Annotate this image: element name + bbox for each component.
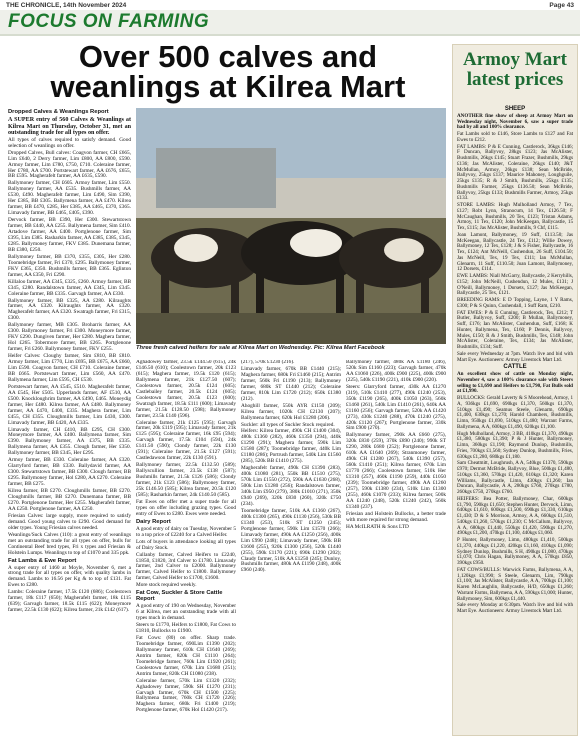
photo-caption: Three fresh calved heifers for sale at Kilrea Mart on Wednesday. Pic: Kilrea Mart Facebook xyxy=(136,345,385,351)
paragraph: Portstewart farmer, AA £545, £510. Magherafelt farmer, AA £545, Her £505. Upperlands farmer, AF £510, AA £500. Knockloughrim farmer, AA £490, £465. Moneydig farmer, Her £480. Kilrea farmer, AA £480. Ballymoney farmer, AA £470, £400, £335. Maghera farmer, Lim £455, CH £355. Cloughmills farmer, Lim £430, £300. Limavady farmer, BB £420, AA £335. xyxy=(8,383,131,426)
paragraph: Fat Ewes on offer met a super trade for all types on offer including grazing types. Good entry of Ewes to £280. Ewes were needed. xyxy=(136,498,236,517)
paragraph: Killaloo farmer, AA £345, £325, £260. Armoy farmer, BB £345, £280. Randalstown farmer, AA £345, Lim £345. Coleraine farmer, BB £335. Garvagh farmer, AA £330. xyxy=(8,278,131,297)
paragraph: Sam Cheatmitt, Loughrush, A A, 540kgs £1370, 590kgs £970; Dermot McBride, Ballyvoy, Blue, 500kgs £1,480, 510kgs £1,360, 570kgs £1,420, 610kgs £1,320; Karen Williams, Ballycastle, Limn, 430kgs £1,260; Ian Duncan, Ballycastle, A A, 280kgs £760, 270kgs £780, 260kgs £750, 270kgs £760. xyxy=(457,460,573,495)
article-column-4 xyxy=(346,360,446,734)
paragraph: An excellent show of cattle on Monday night, November 4, saw a 100% clearance sale with Steers selling to £1,690 and Heifers to £1,790, Fat Bulls sold at £1,990. xyxy=(457,371,573,395)
paragraph: Cullanby farmer, Calved Heifers to £2240, £1850, £1820, 3rd Calver to £1780. Limavady farmer, 2nd Calver to £2000. Ballymoney farmer, Calved Heifer to £1800. Ballymoney farmer, Calved Heifer to £1700, £1600. xyxy=(136,551,236,582)
paragraph: Ballymoney farmer, BB £325, AA £280. Kilraughts farmer, AA £320. Kilraughts farmer, AA £320. Magherafelt farmer, AA £320. Swatragh farmer, Fri £315, £300. xyxy=(8,297,131,322)
paragraph: Ahoghill farmer, 550k AYR £1150 (209); Kilrea farmer, 1020k CH £2130 (207); Ballymena farmer, 620k Hol £1280 (206). xyxy=(241,402,341,421)
armoy-mart-sidebar xyxy=(452,44,578,736)
paragraph: Coleraine farmer, 21k £125 (595); Garvagh farmer, 20k £119 (595); Limavady farmer, 21k £125 (595); Coleraine farmer, 16k £95 (594); Garvagh farmer, 17.5k £104 (594), 24k £141.50 (590); Clondy farmer, 22k £130 (591); Coleraine farmer, 21.5k £127 (591); Castledawson farmer, 22k £130 (591). xyxy=(136,419,236,462)
paragraph: ANOTHER fine show of sheep at Armoy Mart on Wednesday night, November 6, saw a super trade had by all and 100% clearance. xyxy=(457,112,573,131)
paragraph: A super entry of 1460 at Moyle, November 6, met a strong trade for all types on offer, with quality lambs in demand. Lambs to 16.56 per Kg & to top of £131. Fat Ewes to £280. xyxy=(8,564,131,589)
sidebar-title: Armoy Mart latest prices xyxy=(463,49,567,90)
newspaper-dateline: THE CHRONICLE, 14th November 2024 xyxy=(6,2,127,9)
article-column-2 xyxy=(136,360,236,734)
photo-image xyxy=(136,108,446,344)
page-number: Page 43 xyxy=(549,2,574,9)
paragraph: Dropped Calves, Bull calves: Coagvon farmer, CH £665, Lim £640, 2 Derry farmer, Lim £800, AA £800, £590. Armoy farmer, Lim £780, £750, £710. Coleraine farmer, Her £780, AA £700. Portstewart farmer, AA £676, £655, BB £595. Magherafelt farmer, AA £635, £590. xyxy=(8,149,131,180)
sidebar-section-heading: CATTLE xyxy=(503,364,527,371)
paragraph: Lots of buyers in attendance looking all types of Dairy Stock. xyxy=(136,538,236,551)
paragraph: Ballymoney farmer, MB £305. Broharris farmer, AA £300. Ballymoney farmer, Fri £300. Moneymore farmer, FKV £290. Dungiven farmer, Her £280. Maghera farmer, Hol £265. Tobermore farmer, BB £265. Portglenone farmer, Fri £260. Ballymoney farmer, FKV £255. xyxy=(8,322,131,353)
paragraph: P Hunter, Ballymoney, Limn, 480kgs £1,410, 500kgs £1,370, 440kgs £1,220, 420kgs £1,160, 410kgs £1,090; Sydney Dunlop, Bushmills, S H, 490kgs £1,080, 470kgs £1,070; Chris Hagan, Ballymoney, A A, 570kgs £850, 390kgs £950. xyxy=(457,537,573,566)
paragraph: Ballymoney farmer, BB £370, £355, £305, Her £280. Toomebridge farmer, Fri £370, £295. Ballymoney farmer, FKV £365, £350. Bushmills farmer, BB £365. Eglinton farmer, AA £350, Fri £290. xyxy=(8,253,131,278)
paragraph: Magherafelt farmer, 490k CH £1390 (283), 400k £1080 (281), 550k BB £1510 (275), 570k Lim £1550 (272), 590k AA £1630 (268), 500k Lim £1280 (256); Randalstown farmer, 340k Lim £950 (279), 380k £1010 (271), 350k £940 (269), 320k £830 (260), 320k £750 (234). xyxy=(241,465,341,507)
report-subheading: Dropped Calves & Weanlings Report xyxy=(8,109,109,115)
article-column-1 xyxy=(8,108,131,734)
section-title: FOCUS ON FARMING xyxy=(8,11,210,32)
paragraph: Suckler: all types of Suckler Stock required. xyxy=(241,421,335,428)
paragraph: A good entry of dairy on Tuesday, November 5 to a top price of £2240 for a Calved Heifer. xyxy=(136,525,236,538)
paragraph: HEIFERS: Bea Potter, Ballymoney, Char, 600kgs £1,790, 590kgs £1,650; Stephen Hunter, Dervock, Limn, 640kgs £1,610, 600kgs £1,500, 690kgs £1,330, 610kgs £1,430; D & S Morrison, Armoy, A A, 660kgs £1,510, 540kgs £1,260, 570kgs £1,230; C McCallum, Ballyvoy, A A, 680kgs £1,440, 550kgs £1,420, 590kgs £1,270, 490kgs £1,200, 470kgs £1,100, 440kgs £1,060. xyxy=(457,495,573,537)
paragraph: Steers to £1770, Heifers to £1800, Fat Cows to £1810, Bullocks to £1900. xyxy=(136,622,236,634)
paragraph: FAT LAMBS: P & E Cunning, Castlerock, 36kgs £146; F Duncan, Ballyvoy, 28kgs £123; Jas McAlister, Bushmills, 26kgs £145; Stuart Frazer, Bushmills, 29kgs £136; Jas McAlister, Coleraine, 26kgs £140; J&T McMullan, Armoy, 26kgs £138; Sean McBride, Ballyvoy, 25kgs £137; Maurice Mahoney, Loughguile, 25kgs £135; R & J Smith, Bushmills, 25kgs £135; Bushmills Farmer, 25kgs £136.50; Sean McBride, Ballyvoy, 25kgs £133; Bushmills Farmer, Armoy, 25kgs £133. xyxy=(457,143,573,202)
paragraph: Heifer Calves: Cloughy farmer, Sim £810, BB £810. Armoy farmer, Lim £770, Lim £695, BB £675, AA £660, Lim £590. Coagvon farmer, CH £710. Coleraine farmer, BB £665. Portstewart farmer, Lim £560, AA £470. Ballymena farmer, Lim £595, CH £530. xyxy=(8,353,131,383)
paragraph: Joan Lamont, Ballymoney, 19 Suff, £113.50; Jas McKeegan, Ballycastle, 24 Tex, £112; Willie Dowey, Ballymoney, 12 Tex, £128; J & S Fisher, Ballycastle, 16 Tex, £124; Ant McNeill, Cushendun, 26 Suff, £104.50; Jas McNeill, Tex, 19 Tex, £111; Ian McMullan, Glenarm, 11 Suff, £110.50; Joan Lamont, Ballymoney, 12 Dorsets, £114. xyxy=(457,231,573,273)
paragraph: Armoy farmer, BB £330. Coleraine farmer, AA £320. Glarryford farmer, BB £330. Ballydavid farmer, AA £300. Stewartstown farmer, BB £300. Clough farmer, BB £295. Ballymoney farmer, Hol £280, AA £270. Coleraine farmer, BB £275. xyxy=(8,457,131,488)
article-column-3 xyxy=(241,360,341,734)
paragraph: Sale every Monday at 6:30pm. Watch live and bid with Mart Eye. Auctioneers: Armoy Livestock Mart Ltd. xyxy=(457,602,573,614)
paragraph: Aghadowey farmer, 23.5k £144.50 (615), 24k £146.50 (610); Coolestown farmer, 20k £123 (615); Maghera farmer, 19.5k £120 (615); Ballymena farmer, 21k £127.50 (607); Coolestown farmer, 20.5k £124 (605); Castlebailey farmer, 20.5k £124 (605); Coolestown farmer, 20.5k £123 (600); Swatragh farmer, 18.5k £111 (600); Limavady farmer, 21.5k £128.50 (598); Ballymoney farmer, 23.5k £140 (596). xyxy=(136,360,236,419)
paragraph: All types of calves required to satisfy demand. Good selection of weanlings on offer. xyxy=(8,136,131,149)
paragraph: A good entry of 190 on Wednesday, November 6 at Kilrea, met an outstanding trade with all types much in demand. xyxy=(136,603,236,622)
paragraph: Dervock farmer, BB £390, Her £300. Stewartstown farmer, BB £440, AA £255. Ballymena farmer, Sim £410. Artadove farmer, AA £400. Portglenone farmer, Sim £395, Lim £385. Rasharkin farmer, AA £385, £385, £345, £285. Ballymoney farmer, FKV £385. Dunemana farmer, BB £380, £250. xyxy=(8,217,131,253)
byline: HA McILRATH & Sons LTD xyxy=(346,523,409,530)
paragraph: BULLOCKS: Gerald Laverty & S Moorehead, Armoy, 1 A, 936kgs £1,690, 690kgs £1,370, 560kgs £1,370, 510kgs £1,490; Seamus Steele, Glenarm, 690kgs £1,400, 630kgs £1,270; Harold Chambers, Bushmills, Limn, 950kgs £1,690, 510kgs £1,480; Warrant Farms, Ballymena, A A, 600kgs £1,490, 620kgs £1,100. xyxy=(457,395,573,430)
report-subheading: Fat Cow, Suckler & Store Cattle Report xyxy=(136,590,223,603)
paragraph: Ballymoney farmer, 22.5k £132.50 (589); Ballyscullion farmer, 23.5k £138 (587); Bushmills farmer, 21.5k £126 (586); Clondy farmer, 21k £123 (586); Ballymoney farmer, 25k £146.50 (585); Kilrea farmer, 20.5k £120 (585); Rasharkin farmer, 24k £140.50 (585). xyxy=(136,462,236,498)
paragraph: FAT EWES: P & E Cunning, Castlerock, Tex, £212; T Butler, Ballyvoy, Suff, £200; B Mullan, Ballymoney, Suff, £176; Ian McAlister, Cushendun, Suff, £168; K Hunter, Ballymena, Tex, £160; P Dennis, Ballyvoy, Mules, £150; R & J Smith, Bushmills, Tex, £148; John McAlister, Coleraine, Tex, £134; Jas McAlister, Bushmills, £134; Suff. xyxy=(457,309,573,350)
paragraph: Weanlings/Suck Calves (110): a great entry of weanlings met an outstanding trade for all types on offer, bulls for Continental Beef bred types, Fri x types and Friesian & Holstein Lumps. Weanlings to top of £1070 and 335 ppk. xyxy=(8,531,131,556)
paragraph: Hugh Mulholland, Armoy, 3 BB, 410kgs £1,370, 490kgs £1,380, 580kgs £1,390; P & J Hunter, Ballymoney, Limn, 360kgs £1,190; Raymond Dunlop, Bushmills, Fries, 700kgs £1,560; Sydney Dunlop, Bushmills, Fries, 630kgs £1,280, 680kgs £1,180. xyxy=(457,430,573,460)
paragraph: Fat Cows: (80) on offer. Sharp trade. Toomebridge farmer, 690Lim £1390 (202); Ballymoney farmer, 610k CH £1640 (269); Antrim farmer, 820k CH £1110 (264); Toomebridge farmer, 760k Lim £1920 (261); Coolestown farmer, 670k Lim £1680 (251); Antrim farmer, 820k CH £1080 (238). xyxy=(136,634,236,677)
paragraph: Fat Lambs sold to £146, Store Lambs to £127 and Fat Ewes to £212. xyxy=(457,131,573,143)
paragraph: FAT COWS/BULLS: Warwick Farms, Ballymena, A A, 1,120kgs £1,990; S Steele, Glenarm, Lim, 790kgs £1,100; Jas McAlister, Ballycastle, A A, 700kgs £1,100; Karen McLaughlin, Ballycastle, H/D, 650kgs £1,260; Warrant Farms, Ballymena, A A, 590kgs £1,000; Hunter, Ballymoney, Sim, 600kgs £1,440. xyxy=(457,566,573,602)
paragraph: Steers: Glarryford farmer, 430k AA £1270 (319), 510k £1410 (277), 490k £1240 (253), 350k £1190 (265), 400k £1050 (263), 560k £1460 (261), 540k Lim £1410 (261), 640k AA £1160 (256); Garvagh farmer, 520k AA £1420 (273), 430k £1240 (288), 470k £1240 (275), 420k £1120 (267); Portglenone farmer, 330k Sim £900 (270). xyxy=(346,383,446,432)
article-headline: Over 500 calves and weanlings at Kilrea Mart xyxy=(50,39,406,104)
paragraph: Friesian Calves: large supply, more required to satisfy demand. Good young calves to £290. Good demand for older types. Young Friesian calves needed. xyxy=(8,512,131,531)
paragraph: Friesian and Holstein Bullocks, a better trade with more required for strong demand. xyxy=(346,510,446,523)
report-subheading: Dairy Report xyxy=(136,518,171,525)
paragraph: Kilrea farmer, BB £270. Cloughmills farmer, BB £270. Cloughmills farmer, BB £270. Dunemana farmer, BB £270. Portglenone farmer, Her £255. Magherafelt farmer, AA £250. Portglenone farmer, AA £250. xyxy=(8,488,131,512)
paragraph: BREEDING RAMS: E D Topping, Layne, 1 Y Rams, £300; P & S Quinn, Cushendall, 1 Suff Ram, £210. xyxy=(457,297,573,309)
paragraph: Heifers: Kilrea farmer, 490k CH £1400 (304), 480k £1360 (282), 460k £1350 (294), 440k £1290 (291); Maghera farmer, 590k Lim £1580 (287); Toomebridge farmer, 440k Lim £1180 (286); Portrush farmer, 540k Lim £1560 (285), 520k BB £1410 (275). xyxy=(241,428,341,465)
sidebar-body xyxy=(457,105,573,731)
paragraph: Sale every Wednesday at 7pm. Watch live and bid with Mart Eye. Auctioneers: Armoy Livestock Mart Ltd. xyxy=(457,350,573,363)
paragraph: More stock required weekly. xyxy=(136,582,197,589)
paragraph: Lambs: Coleraine farmer, 17.5k £120 (686); Coolestown farmer, 18k £117 (650); Magherafelt farmer, 18k £115 (639); Garvagh farmer, 18.5k £115 (622); Moneymore farmer, 22.5k £130 (622); Kilrea farmer, 21k £142 (617). xyxy=(8,589,131,614)
paragraph: Limavady farmer, 670k BB £1440 (215); Maghera farmer, 680k Fri £1460 (215); Antrim farmer, 560k Fri £1190 (213); Ballymoney farmer, 680k ST £1440 (212); Coleraine farmer, 810k Lim £1720 (212); 650k £1380 (212). xyxy=(241,365,341,402)
heifers-photo xyxy=(136,108,446,344)
section-banner xyxy=(0,10,580,36)
paragraph: Toomebridge farmer, 510k AA £1360 (267), 400k £1300 (265), 490k £1130 (256), 530k BB £1340 (253), 510k ST £1250 (245); Portglenone farmer, 590k Lim £1570 (266); Limavady farmer, 490k AA £1250 (256), 400k Lim £990 (248); Limavady farmer, 590k BB £1600 (255), 920k £1300 (256), 520k £1440 (255), 590k £1170 (221); 690k £1290 (202); Claudy farmer, 510k AA £1250 (245); Dunloy, Bushmills farmer, 480k AA £1190 (248), 400k £960 (240). xyxy=(241,507,341,574)
sidebar-section-heading: SHEEP xyxy=(504,106,526,112)
report-subheading: Fat Lambs & Ewe Report xyxy=(8,557,77,564)
paragraph: EWE LAMBS: Niall McGarry, Ballycastle, 2 Kerryhills, £152; John McNeill, Cushendun, 12 Mules, £131; J O'Neill, Ballymoney, 1 Dorsets, £127; Jas McKeegan, Ballycastle, 25 Tex, £121. xyxy=(457,273,573,297)
paragraph: Coleraine farmer, 570k Lim £1320 (232); Aghadowey farmer, 590k SH £1270 (231); Garvagh farmer, 670k CH £1500 (225); Ballymena farmer, 760k CH £1720 (226); Maghera farmer, 680k Fri £1400 (219); Portglenone farmer, 670k Hol £1420 (217). xyxy=(136,677,236,714)
article-lead: A SUPER entry of 560 Calves & Weanlings at Kilrea Mart on Thursday, October 31, met an outstanding trade for all types on offer. xyxy=(8,116,131,137)
paragraph: Ballymoney farmer, CH £605. Armoy farmer, Lim £550. Ballymoney farmer, AA £535. Bushmills farmer, AA £530, £490. Magherafelt farmer, Lim £490, Sim £390, Her £385, BB £305. Ballymena farmer, AA £470. Kilrea farmer, BB £470, £285, Her £385, AA £465, £370, £365. Limavady farmer, BB £465, £405, £390. xyxy=(8,180,131,217)
paragraph: Limavady farmer, CH £410, BB £295, CH £300. Moneymore farmer, AA £400. Ballymena farmer, Sim £390. Ballymoney farmer, AA £375, BB £335. Ballymena farmer, AA £355. Clough farmer, Her £350. Ballymoney farmer, BB £345, Her £295. xyxy=(8,426,131,457)
paragraph: (217), 570k £1230 (216). xyxy=(241,360,295,365)
paragraph: STORE LAMBS: Hugh Mulholland Armoy, 7 Tex, £127; Robt Lynn, Stranocum, 14 Tex, £126.50; F McCaughan, Bushmills, 20 Tex, £123; Tristan Adams, Armoy, 11 Tex, £120; John McKeegan, Ballycastle, 15 Tex, £115; Jas McAlister, Bushmills, 9 Chf, £115. xyxy=(457,202,573,231)
paragraph: Ballymoney farmer, 290k AA £660 (275), 320k £830 (259), 370k £890 (240); 990k ST £290, 280k £680 (252); Portglenone farmer, 610k AA £1640 (269); Stranmoney farmer, 490k CH £1280 (267), 540k £1390 (257), 560k £1410 (251); Kilrea farmer, 670k Lim £1770 (266); Coolestown farmer, 510k Her £1310 (257), 460k £1190 (259), 440k £1050 (239); Toomebridge farmer, 490k AA £1260 (257), 590k £1380 (234), 510k Lim £1300 (255), 460k £1070 (233); Kilrea farmer, 500k AA £1240 (248), 520k £1240 (242), 560k £1340 (237). xyxy=(346,432,446,510)
paragraph: Ballymoney farmer, 480k AA £1180 (246), 520k Sim £1160 (223); Garvagh farmer, 470k AA £1060 (226), 400k £900 (225), 400k £900 (225), 540k £1190 (221), 410k £900 (220). xyxy=(346,360,446,383)
